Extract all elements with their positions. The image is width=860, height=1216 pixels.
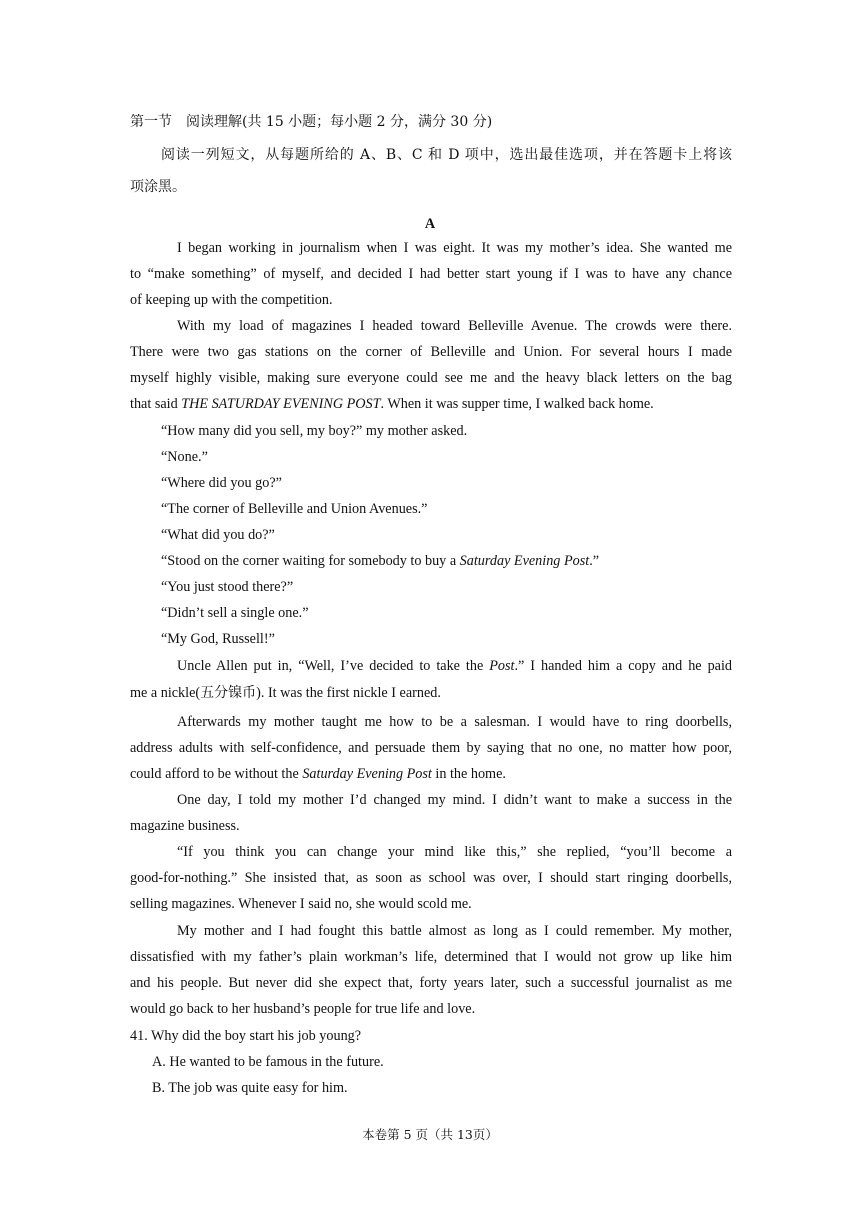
text-span: could afford to be without the	[130, 766, 303, 782]
text-span: .” I handed him a copy and he paid	[514, 658, 732, 674]
dialogue-line: “None.”	[161, 449, 208, 465]
text-span: Uncle Allen put in, “Well, I’ve decided to take the	[177, 658, 490, 674]
passage-line: One day, I told my mother I’d changed my mind. I didn’t want to make a success in the	[177, 792, 732, 808]
answer-option: A. He wanted to be famous in the future.	[152, 1054, 384, 1070]
text-span: me a nickle(	[130, 685, 201, 701]
question-stem: 41. Why did the boy start his job young?	[130, 1028, 362, 1044]
passage-line: address adults with self-confidence, and persuade them by saying that no one, no matter how poor,	[130, 740, 732, 756]
page-footer: 本卷第 5 页（共 13页）	[362, 1127, 498, 1142]
magazine-title: Saturday Evening Post	[302, 766, 432, 782]
dialogue-line: “How many did you sell, my boy?” my mother asked.	[161, 423, 468, 439]
passage-line	[130, 394, 732, 414]
text-span: that said	[130, 396, 182, 412]
passage-line: Afterwards my mother taught me how to be a salesman. I would have to ring doorbells,	[177, 714, 732, 730]
instructions-line-2: 项涂黑。	[130, 179, 186, 195]
passage-line: With my load of magazines I headed toward Belleville Avenue. The crowds were there.	[177, 318, 732, 334]
section-header: 第一节 阅读理解(共 15 小题；每小题 2 分，满分 30 分)	[130, 114, 493, 130]
answer-option: B. The job was quite easy for him.	[152, 1080, 348, 1096]
passage-line: There were two gas stations on the corner of Belleville and Union. For several hours I made	[130, 344, 732, 360]
passage-line: magazine business.	[130, 818, 240, 834]
text-span: .”	[589, 553, 600, 569]
instructions-line-1: 阅读一列短文，从每题所给的 A、B、C 和 D 项中，选出最佳选项，并在答题卡上将该	[161, 147, 732, 163]
dialogue-line: “My God, Russell!”	[161, 631, 275, 647]
passage-line: to “make something” of myself, and decided I had better start young if I was to have any chance	[130, 266, 732, 282]
dialogue-line	[161, 551, 763, 571]
passage-line: I began working in journalism when I was eight. It was my mother’s idea. She wanted me	[177, 240, 732, 256]
passage-line: “If you think you can change your mind like this,” she replied, “you’ll become a	[177, 844, 732, 860]
passage-label: A	[424, 216, 436, 232]
text-span: “Stood on the corner waiting for somebody to buy a	[161, 553, 460, 569]
passage-line: myself highly visible, making sure everyone could see me and the heavy black letters on the bag	[130, 370, 732, 386]
passage-line: dissatisfied with my father’s plain workman’s life, determined that I would not grow up like him	[130, 949, 732, 965]
dialogue-line: “Where did you go?”	[161, 475, 282, 491]
passage-line: and his people. But never did she expect that, forty years later, such a successful journalist as me	[130, 975, 732, 991]
passage-line: My mother and I had fought this battle almost as long as I could remember. My mother,	[177, 923, 732, 939]
passage-line: selling magazines. Whenever I said no, she would scold me.	[130, 896, 472, 912]
magazine-title: THE SATURDAY EVENING POST	[181, 396, 381, 412]
text-span: ). It was the first nickle I earned.	[256, 685, 441, 701]
text-span: in the home.	[431, 766, 506, 782]
dialogue-line: “Didn’t sell a single one.”	[161, 605, 309, 621]
passage-line: good-for-nothing.” She insisted that, as soon as school was over, I should start ringing doorbells,	[130, 870, 732, 886]
magazine-title: Saturday Evening Post	[459, 553, 590, 569]
passage-line	[130, 764, 732, 784]
passage-line	[130, 683, 732, 703]
magazine-title: Post	[489, 658, 515, 674]
text-span: . When it was supper time, I walked back home.	[380, 396, 654, 412]
dialogue-line: “The corner of Belleville and Union Avenues.”	[161, 501, 428, 517]
dialogue-line: “What did you do?”	[161, 527, 275, 543]
dialogue-line: “You just stood there?”	[161, 579, 294, 595]
chinese-gloss: 五分镍币	[200, 685, 257, 701]
passage-line: would go back to her husband’s people for true life and love.	[130, 1001, 476, 1017]
passage-line: of keeping up with the competition.	[130, 292, 333, 308]
passage-line	[177, 656, 732, 676]
